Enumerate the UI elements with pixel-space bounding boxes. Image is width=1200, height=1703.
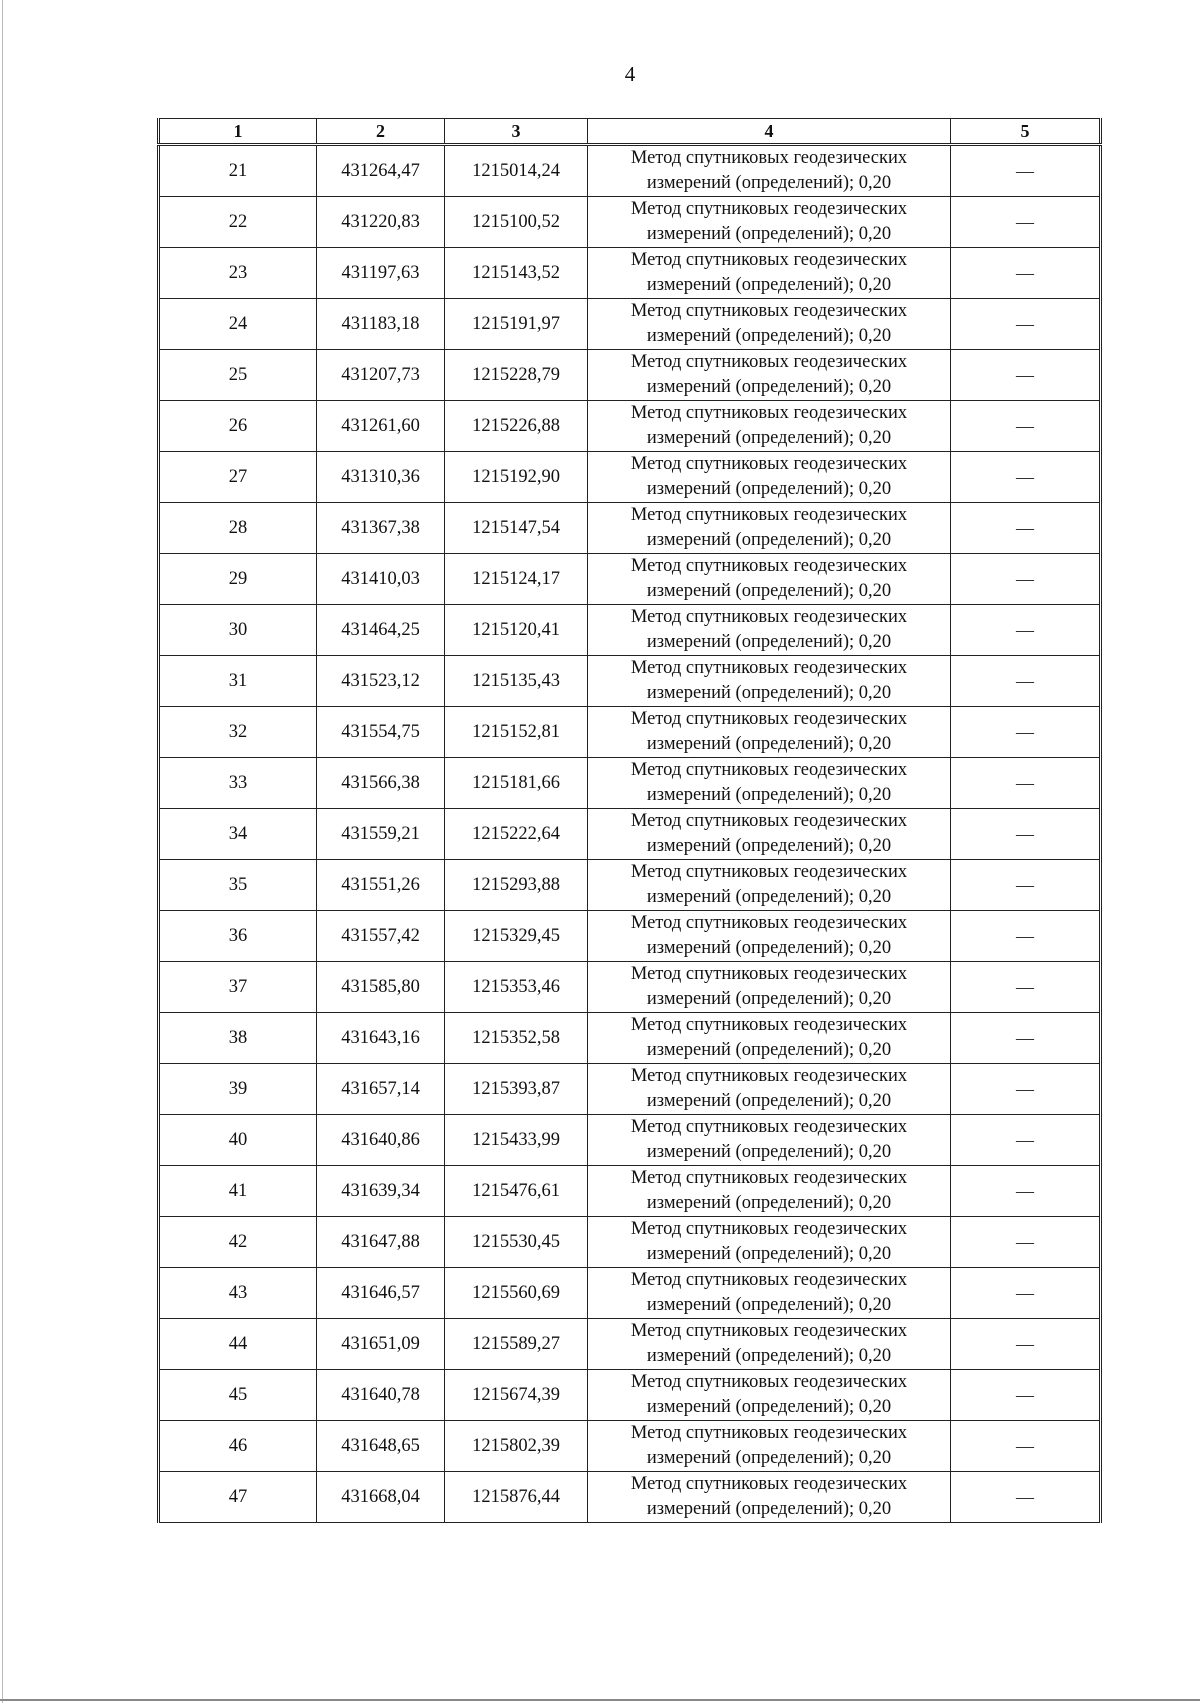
table-row xyxy=(159,1166,1101,1217)
scan-edge-left xyxy=(2,0,3,1703)
method-line-2: измерений (определений); 0,20 xyxy=(646,1295,892,1315)
note-cell: — xyxy=(951,503,1101,554)
method-cell xyxy=(588,503,951,554)
x-coordinate-cell: 431554,75 xyxy=(317,707,445,758)
y-coordinate-cell: 1215476,61 xyxy=(445,1166,588,1217)
method-line-2: измерений (определений); 0,20 xyxy=(646,632,892,652)
note-cell: — xyxy=(951,1064,1101,1115)
x-coordinate-cell: 431566,38 xyxy=(317,758,445,809)
method-line-2: измерений (определений); 0,20 xyxy=(646,1142,892,1162)
y-coordinate-cell: 1215147,54 xyxy=(445,503,588,554)
method-line-2: измерений (определений); 0,20 xyxy=(646,1040,892,1060)
method-cell xyxy=(588,1217,951,1268)
point-number-cell: 47 xyxy=(159,1472,317,1523)
point-number-cell: 46 xyxy=(159,1421,317,1472)
y-coordinate-cell: 1215560,69 xyxy=(445,1268,588,1319)
table-row xyxy=(159,554,1101,605)
y-coordinate-cell: 1215352,58 xyxy=(445,1013,588,1064)
point-number-cell: 25 xyxy=(159,350,317,401)
method-line-2: измерений (определений); 0,20 xyxy=(646,1091,892,1111)
y-coordinate-cell: 1215226,88 xyxy=(445,401,588,452)
method-line-2: измерений (определений); 0,20 xyxy=(646,938,892,958)
method-line-2: измерений (определений); 0,20 xyxy=(646,734,892,754)
note-cell: — xyxy=(951,145,1101,197)
y-coordinate-cell: 1215152,81 xyxy=(445,707,588,758)
table-row xyxy=(159,605,1101,656)
method-line-1: Метод спутниковых геодезических xyxy=(630,862,908,882)
method-line-2: измерений (определений); 0,20 xyxy=(646,1346,892,1366)
method-line-2: измерений (определений); 0,20 xyxy=(646,1244,892,1264)
y-coordinate-cell: 1215876,44 xyxy=(445,1472,588,1523)
method-line-1: Метод спутниковых геодезических xyxy=(630,352,908,372)
note-cell: — xyxy=(951,401,1101,452)
method-line-2: измерений (определений); 0,20 xyxy=(646,581,892,601)
header-col-1: 1 xyxy=(159,119,317,145)
table-row xyxy=(159,1370,1101,1421)
point-number-cell: 35 xyxy=(159,860,317,911)
x-coordinate-cell: 431551,26 xyxy=(317,860,445,911)
method-line-1: Метод спутниковых геодезических xyxy=(630,1168,908,1188)
point-number-cell: 42 xyxy=(159,1217,317,1268)
method-line-1: Метод спутниковых геодезических xyxy=(630,964,908,984)
header-row xyxy=(159,119,1101,145)
note-cell: — xyxy=(951,1166,1101,1217)
y-coordinate-cell: 1215802,39 xyxy=(445,1421,588,1472)
x-coordinate-cell: 431183,18 xyxy=(317,299,445,350)
point-number-cell: 38 xyxy=(159,1013,317,1064)
note-cell: — xyxy=(951,248,1101,299)
method-line-1: Метод спутниковых геодезических xyxy=(630,454,908,474)
table-row xyxy=(159,248,1101,299)
method-line-2: измерений (определений); 0,20 xyxy=(646,836,892,856)
method-cell xyxy=(588,962,951,1013)
point-number-cell: 26 xyxy=(159,401,317,452)
method-line-1: Метод спутниковых геодезических xyxy=(630,658,908,678)
y-coordinate-cell: 1215674,39 xyxy=(445,1370,588,1421)
table-row xyxy=(159,145,1101,197)
table-row xyxy=(159,503,1101,554)
y-coordinate-cell: 1215191,97 xyxy=(445,299,588,350)
note-cell: — xyxy=(951,452,1101,503)
method-line-2: измерений (определений); 0,20 xyxy=(646,1193,892,1213)
y-coordinate-cell: 1215329,45 xyxy=(445,911,588,962)
method-cell xyxy=(588,809,951,860)
table-row xyxy=(159,1013,1101,1064)
method-line-1: Метод спутниковых геодезических xyxy=(630,556,908,576)
x-coordinate-cell: 431646,57 xyxy=(317,1268,445,1319)
x-coordinate-cell: 431197,63 xyxy=(317,248,445,299)
table-row xyxy=(159,350,1101,401)
table-row xyxy=(159,962,1101,1013)
table-body xyxy=(159,145,1101,1523)
note-cell: — xyxy=(951,707,1101,758)
table-row xyxy=(159,809,1101,860)
note-cell: — xyxy=(951,911,1101,962)
method-line-2: измерений (определений); 0,20 xyxy=(646,785,892,805)
method-line-2: измерений (определений); 0,20 xyxy=(646,428,892,448)
x-coordinate-cell: 431207,73 xyxy=(317,350,445,401)
x-coordinate-cell: 431464,25 xyxy=(317,605,445,656)
note-cell: — xyxy=(951,197,1101,248)
point-number-cell: 21 xyxy=(159,145,317,197)
table-row xyxy=(159,1064,1101,1115)
table-row xyxy=(159,911,1101,962)
x-coordinate-cell: 431264,47 xyxy=(317,145,445,197)
x-coordinate-cell: 431639,34 xyxy=(317,1166,445,1217)
method-cell xyxy=(588,350,951,401)
method-line-1: Метод спутниковых геодезических xyxy=(630,199,908,219)
table-row xyxy=(159,452,1101,503)
y-coordinate-cell: 1215100,52 xyxy=(445,197,588,248)
method-line-2: измерений (определений); 0,20 xyxy=(646,326,892,346)
method-cell xyxy=(588,656,951,707)
method-line-1: Метод спутниковых геодезических xyxy=(630,1321,908,1341)
y-coordinate-cell: 1215124,17 xyxy=(445,554,588,605)
method-cell xyxy=(588,707,951,758)
point-number-cell: 45 xyxy=(159,1370,317,1421)
method-line-1: Метод спутниковых геодезических xyxy=(630,811,908,831)
scan-edge-bottom xyxy=(0,1699,1200,1701)
x-coordinate-cell: 431585,80 xyxy=(317,962,445,1013)
note-cell: — xyxy=(951,1421,1101,1472)
method-line-2: измерений (определений); 0,20 xyxy=(646,683,892,703)
method-cell xyxy=(588,197,951,248)
method-line-1: Метод спутниковых геодезических xyxy=(630,1219,908,1239)
method-cell xyxy=(588,248,951,299)
y-coordinate-cell: 1215143,52 xyxy=(445,248,588,299)
x-coordinate-cell: 431648,65 xyxy=(317,1421,445,1472)
x-coordinate-cell: 431410,03 xyxy=(317,554,445,605)
y-coordinate-cell: 1215014,24 xyxy=(445,145,588,197)
header-col-5: 5 xyxy=(951,119,1101,145)
table-row xyxy=(159,1217,1101,1268)
method-cell xyxy=(588,605,951,656)
method-cell xyxy=(588,554,951,605)
table-row xyxy=(159,197,1101,248)
method-line-2: измерений (определений); 0,20 xyxy=(646,530,892,550)
point-number-cell: 44 xyxy=(159,1319,317,1370)
method-line-1: Метод спутниковых геодезических xyxy=(630,1117,908,1137)
y-coordinate-cell: 1215222,64 xyxy=(445,809,588,860)
coordinates-table xyxy=(157,118,1102,1523)
x-coordinate-cell: 431640,78 xyxy=(317,1370,445,1421)
x-coordinate-cell: 431651,09 xyxy=(317,1319,445,1370)
x-coordinate-cell: 431640,86 xyxy=(317,1115,445,1166)
table-row xyxy=(159,707,1101,758)
method-line-1: Метод спутниковых геодезических xyxy=(630,1066,908,1086)
table-row xyxy=(159,860,1101,911)
table-row xyxy=(159,401,1101,452)
note-cell: — xyxy=(951,554,1101,605)
method-line-2: измерений (определений); 0,20 xyxy=(646,173,892,193)
point-number-cell: 32 xyxy=(159,707,317,758)
y-coordinate-cell: 1215293,88 xyxy=(445,860,588,911)
method-line-1: Метод спутниковых геодезических xyxy=(630,607,908,627)
method-line-2: измерений (определений); 0,20 xyxy=(646,1448,892,1468)
point-number-cell: 40 xyxy=(159,1115,317,1166)
point-number-cell: 41 xyxy=(159,1166,317,1217)
x-coordinate-cell: 431559,21 xyxy=(317,809,445,860)
table-row xyxy=(159,299,1101,350)
point-number-cell: 28 xyxy=(159,503,317,554)
point-number-cell: 39 xyxy=(159,1064,317,1115)
note-cell: — xyxy=(951,1217,1101,1268)
method-line-1: Метод спутниковых геодезических xyxy=(630,1015,908,1035)
note-cell: — xyxy=(951,809,1101,860)
method-line-2: измерений (определений); 0,20 xyxy=(646,1499,892,1519)
note-cell: — xyxy=(951,1319,1101,1370)
method-line-1: Метод спутниковых геодезических xyxy=(630,403,908,423)
point-number-cell: 36 xyxy=(159,911,317,962)
note-cell: — xyxy=(951,1013,1101,1064)
coordinates-table-container xyxy=(157,118,1099,1523)
point-number-cell: 43 xyxy=(159,1268,317,1319)
y-coordinate-cell: 1215353,46 xyxy=(445,962,588,1013)
point-number-cell: 34 xyxy=(159,809,317,860)
x-coordinate-cell: 431647,88 xyxy=(317,1217,445,1268)
note-cell: — xyxy=(951,656,1101,707)
x-coordinate-cell: 431367,38 xyxy=(317,503,445,554)
method-cell xyxy=(588,401,951,452)
method-cell xyxy=(588,145,951,197)
note-cell: — xyxy=(951,1370,1101,1421)
table-row xyxy=(159,1115,1101,1166)
x-coordinate-cell: 431220,83 xyxy=(317,197,445,248)
header-col-3: 3 xyxy=(445,119,588,145)
note-cell: — xyxy=(951,350,1101,401)
method-cell xyxy=(588,860,951,911)
table-row xyxy=(159,1421,1101,1472)
point-number-cell: 29 xyxy=(159,554,317,605)
y-coordinate-cell: 1215589,27 xyxy=(445,1319,588,1370)
method-line-1: Метод спутниковых геодезических xyxy=(630,250,908,270)
method-line-2: измерений (определений); 0,20 xyxy=(646,1397,892,1417)
point-number-cell: 27 xyxy=(159,452,317,503)
method-cell xyxy=(588,911,951,962)
y-coordinate-cell: 1215181,66 xyxy=(445,758,588,809)
x-coordinate-cell: 431310,36 xyxy=(317,452,445,503)
header-col-2: 2 xyxy=(317,119,445,145)
method-cell xyxy=(588,1370,951,1421)
x-coordinate-cell: 431657,14 xyxy=(317,1064,445,1115)
y-coordinate-cell: 1215120,41 xyxy=(445,605,588,656)
method-cell xyxy=(588,1064,951,1115)
method-line-1: Метод спутниковых геодезических xyxy=(630,1474,908,1494)
x-coordinate-cell: 431261,60 xyxy=(317,401,445,452)
point-number-cell: 30 xyxy=(159,605,317,656)
x-coordinate-cell: 431523,12 xyxy=(317,656,445,707)
method-line-1: Метод спутниковых геодезических xyxy=(630,709,908,729)
method-cell xyxy=(588,1319,951,1370)
method-cell xyxy=(588,1115,951,1166)
page-number: 4 xyxy=(624,62,636,86)
method-cell xyxy=(588,299,951,350)
method-line-2: измерений (определений); 0,20 xyxy=(646,479,892,499)
method-line-1: Метод спутниковых геодезических xyxy=(630,1270,908,1290)
method-line-1: Метод спутниковых геодезических xyxy=(630,760,908,780)
table-row xyxy=(159,1268,1101,1319)
method-line-1: Метод спутниковых геодезических xyxy=(630,1423,908,1443)
note-cell: — xyxy=(951,758,1101,809)
method-line-1: Метод спутниковых геодезических xyxy=(630,913,908,933)
method-line-2: измерений (определений); 0,20 xyxy=(646,887,892,907)
y-coordinate-cell: 1215135,43 xyxy=(445,656,588,707)
note-cell: — xyxy=(951,1472,1101,1523)
table-header xyxy=(159,119,1101,145)
y-coordinate-cell: 1215530,45 xyxy=(445,1217,588,1268)
point-number-cell: 24 xyxy=(159,299,317,350)
method-cell xyxy=(588,1013,951,1064)
method-line-2: измерений (определений); 0,20 xyxy=(646,377,892,397)
header-col-4: 4 xyxy=(588,119,951,145)
method-line-2: измерений (определений); 0,20 xyxy=(646,275,892,295)
x-coordinate-cell: 431643,16 xyxy=(317,1013,445,1064)
table-row xyxy=(159,758,1101,809)
x-coordinate-cell: 431557,42 xyxy=(317,911,445,962)
table-row xyxy=(159,1472,1101,1523)
method-cell xyxy=(588,758,951,809)
note-cell: — xyxy=(951,1115,1101,1166)
note-cell: — xyxy=(951,962,1101,1013)
point-number-cell: 37 xyxy=(159,962,317,1013)
y-coordinate-cell: 1215393,87 xyxy=(445,1064,588,1115)
method-line-1: Метод спутниковых геодезических xyxy=(630,148,908,168)
y-coordinate-cell: 1215228,79 xyxy=(445,350,588,401)
method-cell xyxy=(588,452,951,503)
point-number-cell: 31 xyxy=(159,656,317,707)
point-number-cell: 23 xyxy=(159,248,317,299)
point-number-cell: 22 xyxy=(159,197,317,248)
table-row xyxy=(159,656,1101,707)
method-cell xyxy=(588,1421,951,1472)
note-cell: — xyxy=(951,605,1101,656)
y-coordinate-cell: 1215192,90 xyxy=(445,452,588,503)
y-coordinate-cell: 1215433,99 xyxy=(445,1115,588,1166)
note-cell: — xyxy=(951,1268,1101,1319)
method-line-1: Метод спутниковых геодезических xyxy=(630,505,908,525)
table-row xyxy=(159,1319,1101,1370)
method-cell xyxy=(588,1472,951,1523)
point-number-cell: 33 xyxy=(159,758,317,809)
method-line-1: Метод спутниковых геодезических xyxy=(630,1372,908,1392)
method-line-1: Метод спутниковых геодезических xyxy=(630,301,908,321)
x-coordinate-cell: 431668,04 xyxy=(317,1472,445,1523)
note-cell: — xyxy=(951,299,1101,350)
method-cell xyxy=(588,1268,951,1319)
method-cell xyxy=(588,1166,951,1217)
note-cell: — xyxy=(951,860,1101,911)
method-line-2: измерений (определений); 0,20 xyxy=(646,989,892,1009)
method-line-2: измерений (определений); 0,20 xyxy=(646,224,892,244)
